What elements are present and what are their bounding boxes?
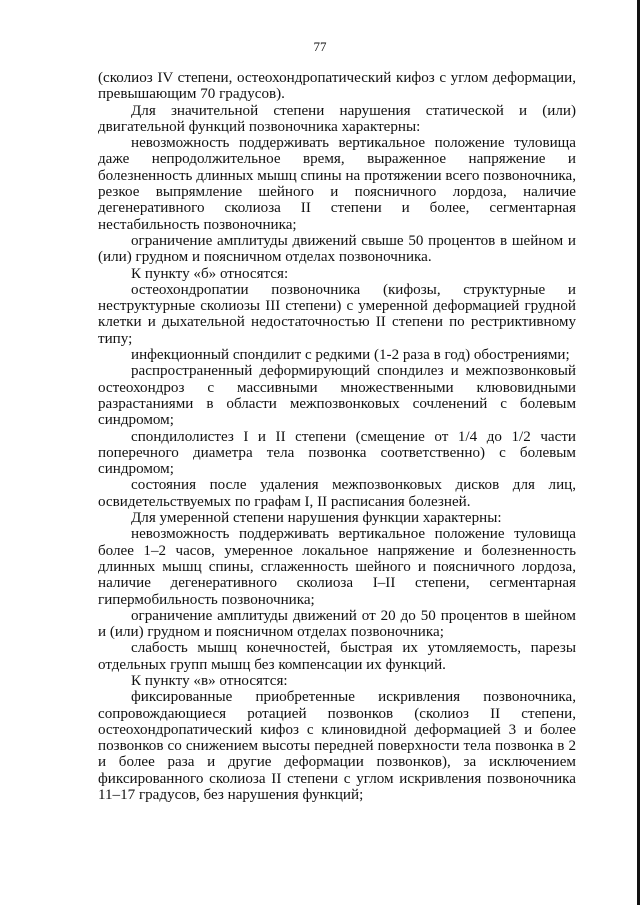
paragraph-8: распространенный деформирующий спондилез и межпозвонковый остеохондроз с массивными множественными клювовидными разрастаниями в области межпозвонковых сочленений с болевым синдромом;	[98, 363, 576, 429]
paragraph-12: невозможность поддерживать вертикальное положение туловища более 1–2 часов, умеренное локальное напряжение и болезненность длинных мышц спины, сглаженность шейного и поясничного лордоза, наличие дегенеративного сколиоза I–II степени, сегментарная гипермобильность позвоночника;	[98, 526, 576, 608]
paragraph-5: К пункту «б» относятся:	[131, 265, 289, 282]
paragraph-13: ограничение амплитуды движений от 20 до 50 процентов в шейном и (или) грудном и поясничном отделах позвоночника;	[98, 607, 576, 641]
paragraph-7: инфекционный спондилит с редкими (1-2 раза в год) обострениями;	[131, 347, 570, 364]
paragraph-2: Для значительной степени нарушения статической и (или) двигательной функций позвоночника характерны:	[98, 102, 576, 135]
paragraph-15: К пункту «в» относятся:	[131, 672, 288, 689]
paragraph-11: Для умеренной степени нарушения функции характерны:	[131, 510, 502, 527]
paragraph-6: остеохондропатии позвоночника (кифозы, структурные и неструктурные сколиозы III степени) с умеренной деформацией грудной клетки и дыхательной недостаточностью II степени по рестриктивному типу;	[98, 281, 576, 347]
paragraph-14: слабость мышц конечностей, быстрая их утомляемость, парезы отдельных групп мышц без компенсации их функций.	[98, 640, 576, 673]
page-number: 77	[313, 39, 327, 54]
paragraph-10: состояния после удаления межпозвонковых дисков для лиц, освидетельствуемых по графам I, II расписания болезней.	[98, 477, 576, 510]
document-text	[98, 70, 576, 803]
paragraph-9: спондилолистез I и II степени (смещение от 1/4 до 1/2 части поперечного диаметра тела позвонка соответственно) с болевым синдромом;	[98, 428, 576, 478]
paragraph-1: (сколиоз IV степени, остеохондропатический кифоз с углом деформации, превышающим 70 градусов).	[98, 70, 576, 103]
paragraph-4: ограничение амплитуды движений свыше 50 процентов в шейном и (или) грудном и поясничном отделах позвоночника.	[98, 232, 576, 266]
paragraph-16: фиксированные приобретенные искривления позвоночника, сопровождающиеся ротацией позвонков (сколиоз II степени, остеохондропатический кифоз с клиновидной деформацией 3 и более позвонков со снижением высоты передней поверхности тела позвонка в 2 и более раза и другие деформации позвонков), за исключением фиксированного сколиоза II степени с углом искривления позвоночника 11–17 градусов, без нарушения функций;	[98, 689, 576, 804]
paragraph-3: невозможность поддерживать вертикальное положение туловища даже непродолжительное время, выраженное напряжение и болезненность длинных мышц спины на протяжении всего позвоночника, резкое выпрямление шейного и поясничного лордоза, наличие дегенеративного сколиоза II степени и более, сегментарная нестабильность позвоночника;	[98, 135, 576, 233]
